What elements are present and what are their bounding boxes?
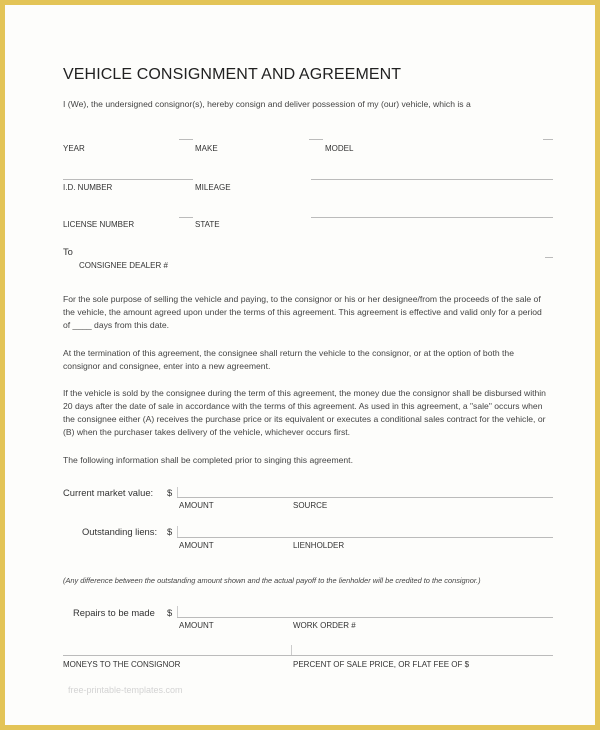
lienholder-note: (Any difference between the outstanding amount shown and the actual payoff to the lienholder will be credited to the consignor.) bbox=[63, 576, 481, 585]
license-number-label: LICENSE NUMBER bbox=[63, 220, 135, 229]
license-line-end bbox=[179, 217, 193, 218]
percent-of-sale-label: PERCENT OF SALE PRICE, OR FLAT FEE OF $ bbox=[293, 660, 470, 669]
dollar-sign: $ bbox=[167, 487, 173, 498]
state-label: STATE bbox=[195, 220, 220, 229]
id-number-label: I.D. NUMBER bbox=[63, 183, 113, 192]
lienholder-label: LIENHOLDER bbox=[293, 541, 345, 550]
state-line bbox=[311, 217, 553, 218]
year-line-end bbox=[179, 139, 193, 140]
work-order-label: WORK ORDER # bbox=[293, 621, 356, 630]
moneys-to-consignor-label: MONEYS TO THE CONSIGNOR bbox=[63, 660, 181, 669]
id-number-line bbox=[63, 179, 193, 180]
dollar-sign: $ bbox=[167, 526, 173, 537]
to-line-end bbox=[545, 257, 553, 258]
outstanding-liens-label: Outstanding liens: bbox=[82, 526, 158, 537]
liens-line[interactable] bbox=[177, 537, 553, 538]
source-label: SOURCE bbox=[293, 501, 328, 510]
amount-label: AMOUNT bbox=[179, 501, 214, 510]
amount-label: AMOUNT bbox=[179, 621, 214, 630]
to-label: To bbox=[63, 246, 73, 257]
dollar-sign: $ bbox=[167, 607, 173, 618]
market-value-line[interactable] bbox=[177, 497, 553, 498]
model-line-end bbox=[543, 139, 553, 140]
model-label: MODEL bbox=[325, 144, 354, 153]
paragraph-purpose: For the sole purpose of selling the vehicle and paying, to the consignor or his or her designee/from the proceeds of the sale of the vehicle, the amount agreed upon under the terms of this agreement. This agreement is effective and valid only for a period of ____ days from this date. bbox=[63, 294, 542, 330]
repairs-line[interactable] bbox=[177, 617, 553, 618]
amount-label: AMOUNT bbox=[179, 541, 214, 550]
repairs-label: Repairs to be made bbox=[73, 607, 155, 618]
field-divider bbox=[177, 487, 178, 497]
mileage-label: MILEAGE bbox=[195, 183, 231, 192]
moneys-line[interactable] bbox=[63, 655, 553, 656]
year-label: YEAR bbox=[63, 144, 85, 153]
paragraph-sale: If the vehicle is sold by the consignee during the term of this agreement, the money due the consignor shall be disbursed within 20 days after the date of sale in accordance with the terms of this agreement. As used in this agreement, a "sale" occurs when the consignee either (A) receives the purchase price or its equivalent or executes a conditional sales contract for the vehicle, or (B) when the purchaser takes delivery of the vehicle, whichever occurs first. bbox=[63, 388, 546, 437]
field-divider bbox=[291, 645, 292, 655]
make-line-end bbox=[309, 139, 323, 140]
mileage-line bbox=[311, 179, 553, 180]
make-label: MAKE bbox=[195, 144, 218, 153]
document-title: VEHICLE CONSIGNMENT AND AGREEMENT bbox=[63, 66, 402, 83]
paragraph-termination: At the termination of this agreement, the consignee shall return the vehicle to the consignor, or at the option of both the consignor and consignee, enter into a new agreement. bbox=[63, 348, 514, 371]
current-market-value-label: Current market value: bbox=[63, 487, 154, 498]
consignee-dealer-label: CONSIGNEE DEALER # bbox=[79, 261, 168, 270]
intro-text: I (We), the undersigned consignor(s), hereby consign and deliver possession of my (our) vehicle, which is a bbox=[63, 99, 471, 109]
watermark: free-printable-templates.com bbox=[68, 685, 183, 695]
paragraph-following: The following information shall be completed prior to singing this agreement. bbox=[63, 455, 353, 465]
